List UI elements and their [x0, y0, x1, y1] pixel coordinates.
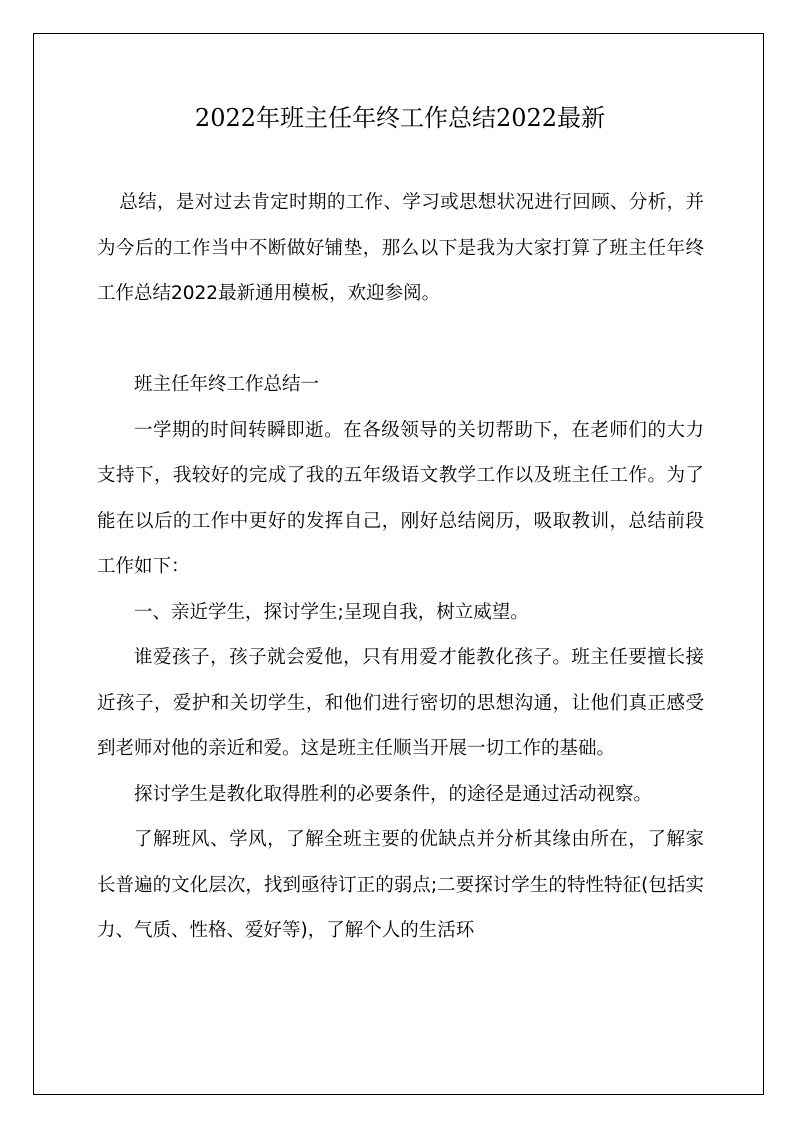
document-body — [97, 180, 704, 954]
body-paragraph: 探讨学生是教化取得胜利的必要条件，的途径是通过活动视察。 — [134, 783, 653, 805]
document-title: 2022年班主任年终工作总结2022最新 — [194, 104, 606, 132]
body-paragraph: 了解班风、学风，了解全班主要的优缺点并分析其缘由所在，了解家长普遍的文化层次，找到亟待订正的弱点;二要探讨学生的特性特征(包括实力、气质、性格、爱好等)，了解个人的生活环 — [97, 829, 704, 941]
intro-paragraph: 总结，是对过去肯定时期的工作、学习或思想状况进行回顾、分析，并为今后的工作当中不断做好铺垫，那么以下是我为大家打算了班主任年终工作总结2022最新通用模板，欢迎参阅。 — [97, 192, 704, 304]
body-paragraph: 谁爱孩子，孩子就会爱他，只有用爱才能教化孩子。班主任要擅长接近孩子，爱护和关切学生，和他们进行密切的思想沟通，让他们真正感受到老师对他的亲近和爱。这是班主任顺当开展一切工作的基础。 — [97, 647, 704, 759]
body-paragraph: 一学期的时间转瞬即逝。在各级领导的关切帮助下，在老师们的大力支持下，我较好的完成了我的五年级语文教学工作以及班主任工作。为了能在以后的工作中更好的发挥自己，刚好总结阅历，吸取教训，总结前段工作如下： — [97, 419, 704, 577]
section-heading: 班主任年终工作总结一 — [134, 374, 320, 395]
paragraph-spacer — [97, 317, 704, 363]
point-heading: 一、亲近学生，探讨学生;呈现自我，树立威望。 — [134, 601, 529, 623]
